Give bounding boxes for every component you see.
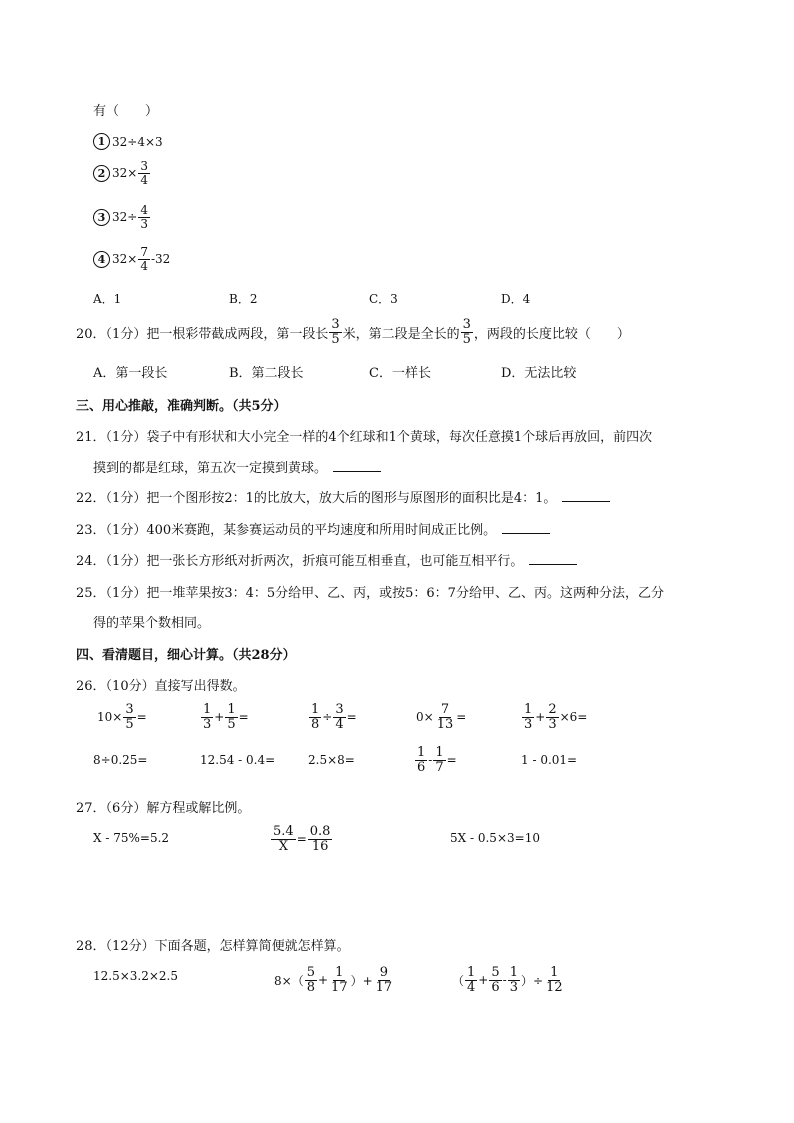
expr-text: -32 bbox=[150, 252, 171, 267]
expr-text: 32÷ bbox=[112, 210, 138, 225]
q22 bbox=[76, 487, 610, 506]
fraction: $\frac{3}{5}$ bbox=[331, 317, 340, 347]
q26-item-1 bbox=[97, 703, 147, 731]
q19-option-c[interactable]: C．3 bbox=[369, 292, 398, 306]
q25-line-1: 25．（1分）把一堆苹果按3：4：5分给甲、乙、丙，或按5：6：7分给甲、乙、丙。这两种分法，乙分 bbox=[76, 586, 664, 601]
q25-line-2 bbox=[93, 612, 210, 631]
answer-blank[interactable] bbox=[333, 459, 381, 472]
fraction: $\frac{1}{12}$ bbox=[546, 965, 563, 995]
expr-text: = bbox=[238, 710, 249, 725]
q25-text: 得的苹果个数相同。 bbox=[93, 616, 211, 631]
fraction: $\frac{1}{6}$ bbox=[417, 745, 426, 775]
fraction: $\frac{5}{8}$ bbox=[306, 965, 315, 995]
q26-item-2 bbox=[200, 703, 249, 731]
q19-expr-3 bbox=[93, 204, 151, 230]
expr-text: = bbox=[346, 710, 357, 725]
q20-option-a[interactable]: A．第一段长 bbox=[93, 366, 168, 381]
expr-text: 32× bbox=[112, 166, 138, 181]
expr-text: = bbox=[136, 710, 147, 725]
q20-stem bbox=[76, 318, 630, 346]
fraction: $\frac{1}{7}$ bbox=[435, 745, 444, 775]
answer-blank[interactable] bbox=[529, 552, 577, 565]
q26-item-8: 2.5×8= bbox=[308, 753, 355, 767]
q21-text: 摸到的都是红球，第五次一定摸到黄球。 bbox=[93, 461, 328, 476]
fraction: $\frac{3}{5}$ bbox=[462, 317, 471, 347]
fraction: $\frac{5.4}{X}$ bbox=[273, 824, 294, 854]
expr-text: + bbox=[535, 710, 546, 725]
expr-text: = bbox=[446, 753, 457, 768]
fraction: $\frac{7}{4}$ bbox=[140, 245, 148, 273]
q28-expr-3 bbox=[452, 966, 566, 994]
q23 bbox=[76, 519, 550, 538]
q20-option-b[interactable]: B．第二段长 bbox=[229, 366, 304, 381]
q19-option-a[interactable]: A．1 bbox=[93, 292, 122, 306]
q22-text: 22．（1分）把一个图形按2：1的比放大，放大后的图形与原图形的面积比是4：1。 bbox=[76, 491, 557, 506]
answer-blank[interactable] bbox=[562, 489, 610, 502]
fraction: $\frac{9}{17}$ bbox=[375, 965, 393, 995]
q19-expr-4 bbox=[93, 246, 170, 272]
q27-title: 27．（6分）解方程或解比例。 bbox=[76, 801, 251, 816]
expr-text: （ bbox=[452, 973, 465, 988]
q27-eq-1: X - 75%=5.2 bbox=[93, 831, 170, 845]
section-4-heading: 四、看清题目，细心计算。（共28分） bbox=[76, 648, 296, 663]
q20-text: ，两段的长度比较（ ） bbox=[473, 326, 630, 342]
section-3-heading: 三、用心推敲，准确判断。（共5分） bbox=[76, 399, 287, 414]
q19-stem-end: 有（ ） bbox=[93, 104, 159, 119]
q20-option-d[interactable]: D．无法比较 bbox=[501, 366, 577, 381]
expr-text: + bbox=[317, 973, 329, 988]
fraction: $\frac{7}{13}$ bbox=[436, 702, 454, 732]
q28-title: 28．（12分）下面各题，怎样算简便就怎样算。 bbox=[76, 939, 350, 954]
q27-eq-3: 5X - 0.5×3=10 bbox=[450, 831, 540, 845]
q26-item-9 bbox=[414, 746, 457, 774]
expr-text: - bbox=[428, 753, 433, 768]
q21-line-2 bbox=[93, 457, 381, 476]
expr-text: 10× bbox=[97, 710, 123, 725]
q26-item-4 bbox=[416, 703, 466, 731]
circled-number-4: 4 bbox=[93, 251, 110, 268]
expr-text: 32÷4×3 bbox=[112, 134, 163, 149]
q21-line-1: 21．（1分）袋子中有形状和大小完全一样的4个红球和1个黄球，每次任意摸1个球后再放回，前四次 bbox=[76, 430, 653, 445]
expr-text: = bbox=[296, 832, 307, 847]
expr-text: - bbox=[502, 973, 507, 988]
fraction: $\frac{1}{4}$ bbox=[467, 965, 476, 995]
q26-title: 26．（10分）直接写出得数。 bbox=[76, 679, 246, 694]
q28-expr-1: 12.5×3.2×2.5 bbox=[93, 969, 178, 983]
q19-expr-1 bbox=[93, 133, 163, 150]
fraction: $\frac{3}{5}$ bbox=[125, 702, 134, 732]
expr-text: ÷ bbox=[322, 710, 333, 725]
q19-option-d[interactable]: D．4 bbox=[501, 292, 531, 306]
q26-item-7: 12.54 - 0.4= bbox=[200, 753, 276, 767]
q26-item-6: 8÷0.25= bbox=[93, 753, 148, 767]
expr-text: 8×（ bbox=[274, 973, 304, 988]
q24-text: 24．（1分）把一张长方形纸对折两次，折痕可能互相垂直，也可能互相平行。 bbox=[76, 554, 524, 569]
fraction: $\frac{1}{17}$ bbox=[331, 965, 348, 995]
expr-text: + bbox=[214, 710, 225, 725]
q24 bbox=[76, 550, 577, 569]
q19-option-b[interactable]: B．2 bbox=[229, 292, 258, 306]
circled-number-2: 2 bbox=[93, 165, 110, 182]
q20-text: 米，第二段是全长的 bbox=[342, 326, 460, 342]
circled-number-3: 3 bbox=[93, 209, 110, 226]
fraction: $\frac{1}{3}$ bbox=[203, 702, 212, 732]
expr-text: ×6= bbox=[559, 710, 588, 725]
answer-blank[interactable] bbox=[502, 521, 550, 534]
q27-eq-2 bbox=[270, 825, 333, 853]
q28-expr-2 bbox=[274, 966, 395, 994]
fraction: $\frac{4}{3}$ bbox=[140, 203, 148, 231]
fraction: $\frac{1}{3}$ bbox=[509, 965, 518, 995]
expr-text: ）+ bbox=[350, 973, 373, 988]
circled-number-1: 1 bbox=[93, 133, 110, 150]
q23-text: 23．（1分）400米赛跑，某参赛运动员的平均速度和所用时间成正比例。 bbox=[76, 523, 497, 538]
fraction: $\frac{0.8}{16}$ bbox=[309, 824, 331, 854]
q20-option-c[interactable]: C．一样长 bbox=[369, 366, 431, 381]
q26-item-5 bbox=[521, 703, 587, 731]
fraction: $\frac{1}{5}$ bbox=[227, 702, 236, 732]
q19-expr-2 bbox=[93, 160, 151, 186]
fraction: $\frac{5}{6}$ bbox=[491, 965, 500, 995]
q26-item-3 bbox=[308, 703, 357, 731]
fraction: $\frac{2}{3}$ bbox=[548, 702, 557, 732]
expr-text: ）÷ bbox=[520, 973, 544, 988]
expr-text: + bbox=[478, 973, 489, 988]
q20-text: 20．（1分）把一根彩带截成两段，第一段长 bbox=[76, 326, 329, 342]
q26-item-10: 1 - 0.01= bbox=[521, 753, 578, 767]
expr-text: = bbox=[456, 710, 467, 725]
expr-text: 32× bbox=[112, 252, 138, 267]
fraction: $\frac{1}{8}$ bbox=[311, 702, 320, 732]
expr-text: 0× bbox=[416, 710, 434, 725]
fraction: $\frac{1}{3}$ bbox=[524, 702, 533, 732]
fraction: $\frac{3}{4}$ bbox=[140, 159, 148, 187]
fraction: $\frac{3}{4}$ bbox=[335, 702, 344, 732]
